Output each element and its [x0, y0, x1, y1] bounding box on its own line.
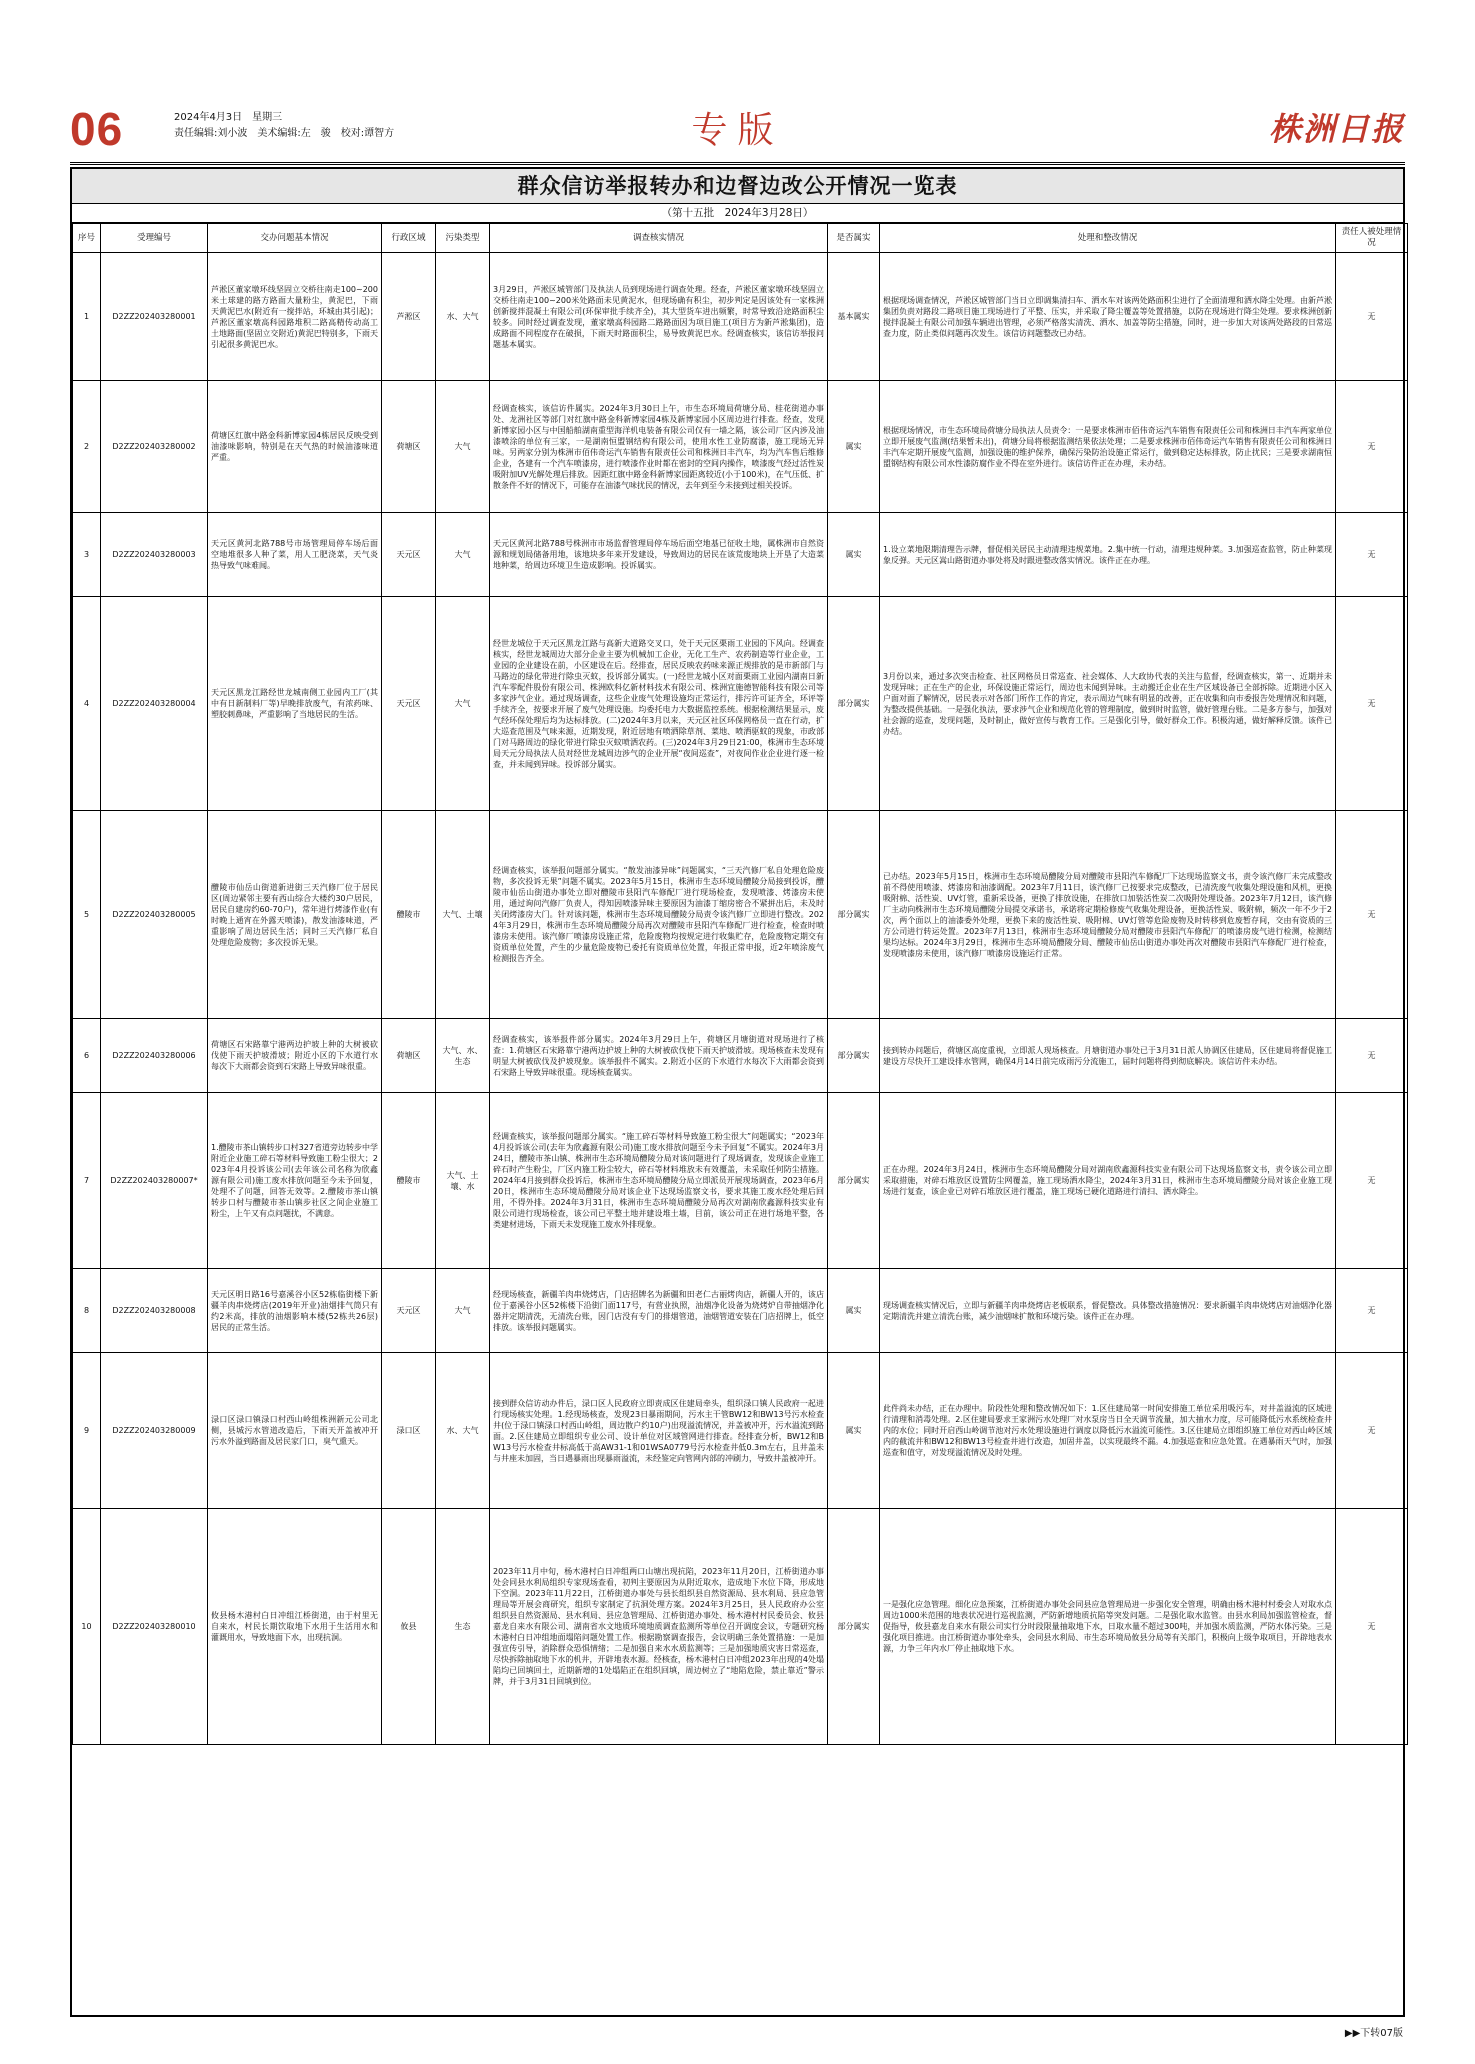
cell-id: D2ZZ202403280007* — [101, 1093, 208, 1269]
cell-true: 部分属实 — [828, 597, 880, 811]
cell-punish: 无 — [1336, 1093, 1408, 1269]
cell-id: D2ZZ202403280010 — [101, 1509, 208, 1745]
cell-type: 水、大气 — [436, 253, 490, 381]
cell-issue: 渌口区渌口镇渌口村西山岭组株洲新元公司北侧，县城污水管道改造后，下雨天开盖被冲开污水外溢到路面及居民家门口，臭气熏天。 — [208, 1353, 382, 1509]
cell-type: 大气 — [436, 381, 490, 513]
cell-issue: 攸县杨木港村白日冲组江桥街道，由于村里无自来水，村民长期饮取地下水用于生活用水和灌溉用水，导致地面下水，出现抗洞。 — [208, 1509, 382, 1745]
cell-no: 1 — [73, 253, 101, 381]
cell-investigation: 天元区黄河北路788号株洲市市场监督管理局停车场后面空地基已征收土地，属株洲市自然资源和规划局储备用地，该地块多年来开发建设，导致周边的居民在该荒废地块上开垦了大造菜地种菜，给周边环境卫生造成影响。投诉属实。 — [490, 513, 828, 597]
cell-region: 芦淞区 — [382, 253, 436, 381]
cell-true: 属实 — [828, 1269, 880, 1353]
continued-note: ▶▶下转07版 — [1344, 2028, 1403, 2039]
cell-region: 荷塘区 — [382, 381, 436, 513]
cell-true: 部分属实 — [828, 1509, 880, 1745]
cell-id: D2ZZ202403280004 — [101, 597, 208, 811]
cell-issue: 荷塘区红旗中路金科新博家园4栋居民反映受到油漆味影响，特别是在天气热的时候油漆味道严重。 — [208, 381, 382, 513]
cell-no: 8 — [73, 1269, 101, 1353]
table-row — [73, 597, 1408, 811]
column-header: 序号 — [73, 224, 101, 253]
cell-handling: 3月份以来，通过多次突击检查、社区网格员日常巡查、社会媒体、人大政协代表的关注与监督，经调查核实，第一、近期并未发现异味；正在生产的企业，环保设施正常运行，周边也未闻到异味。主动搬迁企业在生产区域设备已全部拆除。近期进小区入户面对面了解情况，居民表示对各部门所作工作的肯定，表示周边气味有明显的改善，正在收集和向市委报告处理情况和问题，为整改提供基础。一是强化执法，要求涉气企业和规范化管的管理制度，做到时时监管，做好管理台账。二是多方参与，加强对社会源的巡查，发现问题，及时制止，做好宣传与教育工作。三是强化引导，做好群众工作。积极沟通，做好解释反馈。该件已办结。 — [880, 597, 1336, 811]
complaint-table — [72, 223, 1408, 1745]
editor-credits: 责任编辑:刘小波 美术编辑:左 骏 校对:谭智方 — [174, 128, 395, 139]
cell-type: 生态 — [436, 1509, 490, 1745]
cell-punish: 无 — [1336, 513, 1408, 597]
cell-handling: 正在办理。2024年3月24日，株洲市生态环境局醴陵分局对湖南欣鑫源科技实业有限公司下达现场监察文书，责令该公司立即采取措施，对碎石堆放区设置防尘网覆盖，施工现场洒水降尘，2024年3月31日，株洲市生态环境局醴陵分局对该企业施工现场进行复查，该企业已对碎石堆放区进行覆盖，施工现场已硬化道路进行清扫、洒水降尘。 — [880, 1093, 1336, 1269]
cell-type: 水、大气 — [436, 1353, 490, 1509]
cell-issue: 荷塘区石宋路靠宁港两边护坡上种的大树被砍伐使下雨天护坡滑坡；附近小区的下水道行水每次下大雨都会资到石宋路上导致异味很重。 — [208, 1019, 382, 1093]
cell-issue: 醴陵市仙岳山街道新进街三天汽修厂位于居民区(周边紧邻主要有西山综合大楼约30户居民，居民自建房约60-70户)，常年进行烤漆作业(有时晚上通宵在外露天喷漆)，散发油漆味道，严重影响了周边居民生活；同时三天汽修厂私自处理危险废物；多次投诉无果。 — [208, 811, 382, 1019]
cell-investigation: 经世龙城位于天元区黑龙江路与高新大道路交叉口，处于天元区栗雨工业园的下风向。经调查核实，经世龙城周边大部分企业主要为机械加工企业，无化工生产、农药制造等行业企业，工业园的企业建设在前，小区建设在后。经排查，居民反映农药味来源正规排放的是市新部门与马路边的绿化带进行除虫灭蚊，投诉部分属实。(一)经世龙城小区对面栗雨工业园内湖南日新汽车零配件股份有限公司、株洲欧科亿新材料技术有限公司、株洲宜施德智能科技有限公司等多家涉气企业。通过现场调查，这些企业废气处理设施均正常运行，排污许可证齐全，环评等手续齐全，按要求开展了废气处理设施。均委托电力大数据监控系统。根据检测结果显示，废气经环保处理后均为达标排放。(二)2024年3月以来，天元区社区环保网格员一直在行动，扩大巡查范围及气味来源，近期发现，附近居地有喷洒除草剂、菜地、喷洒驱蚊的现象，市政部门对马路周边的绿化带进行除虫灭蚊喷洒农药。(三)2024年3月29日21:00，株洲市生态环境局天元分局执法人员对经世龙城周边涉气的企业开展“夜间巡查”，对夜间作业企业进行逐一检查，并未闻到异味。投诉部分属实。 — [490, 597, 828, 811]
table-row — [73, 1509, 1408, 1745]
column-header: 责任人被处理情况 — [1336, 224, 1408, 253]
cell-region: 荷塘区 — [382, 1019, 436, 1093]
cell-investigation: 2023年11月中旬，杨木港村白日冲组两口山塘出现抗陷，2023年11月20日，江桥街道办事处会同县水利局组织专家现场查看，初判主要原因为从附近取水，造成地下水位下降，形成地下空洞。2023年11月22日，江桥街道办事处与县长组织县自然资源局、县水利局、县应急管理局等开展会商研究，组织专家制定了抗洞处理方案。2024年3月25日，县人民政府办公室组织县自然资源局、县水利局、县应急管理局、江桥街道办事处、杨木港村村民委员会、攸县嘉龙自来水有限公司、湖南省水文地质环境地质调查监测所等单位召开调度会议，专题研究杨木港村白日冲组地面塌陷问题处置工作。根据勘察调查报告，会议明确三条处置措施：一是加强宣传引导，消除群众恐惧情绪；二是加强自来水水质监测等；三是加强地质灾害日常巡查，尽快拆除抽取地下水的机井，开辟地表水源。经核查，杨木港村白日冲组2023年出现的4处塌陷均已回填回土，近期新增的1处塌陷正在组织回填，周边树立了“地陷危险，禁止靠近”警示牌，并于3月31日回填到位。 — [490, 1509, 828, 1745]
table-row — [73, 1353, 1408, 1509]
cell-region: 醴陵市 — [382, 1093, 436, 1269]
table-row — [73, 811, 1408, 1019]
column-header: 调查核实情况 — [490, 224, 828, 253]
cell-investigation: 经调查核实，该信访件属实。2024年3月30日上午，市生态环境局荷塘分局、桂花街道办事处、龙洲社区等部门对红旗中路金科新博家园4栋及新博家园小区周边进行排查。经查，发现新博家园小区与中国船舶湖南重型海洋机电装备有限公司仅有一墙之隔，该公司厂区内涉及油漆喷涂的单位有三家，一是湖南恒盟钢结构有限公司，使用水性工业防腐漆，施工现场无异味。另两家分别为株洲市佰伟奇运汽车销售有限责任公司和株洲日丰汽车，均为汽车售后维修企业，各建有一个汽车喷漆房，进行喷漆作业时都在密封的空间内操作，喷漆废气经过活性炭吸附加UV光解处理后排放。因距红旗中路金科新博家园距离较近(小于100米)，在气压低、扩散条件不好的情况下，可能存在油漆气味扰民的情况，去年到至今未接到过相关投诉。 — [490, 381, 828, 513]
cell-type: 大气 — [436, 513, 490, 597]
cell-true: 部分属实 — [828, 811, 880, 1019]
cell-investigation: 经调查核实，该举报问题部分属实。“散发油漆异味”问题属实，“三天汽修厂私自处理危险废物，多次投诉无果”问题不属实。2023年5月15日，株洲市生态环境局醴陵分局接到投诉，醴陵市仙岳山街道办事处立即对醴陵市县阳汽车修配厂进行现场检查，发现喷漆、烤漆房未使用，通过询问汽修厂负责人，得知因喷漆异味主要原因为油漆丁缩房密合不紧拼出后，未及时关闭烤漆房大门。针对该问题，株洲市生态环境局醴陵分局责令该汽修厂立即进行整改。2024年3月29日，株洲市生态环境局醴陵分局再次对醴陵市县阳汽车修配厂进行检查，检查时喷漆房未使用。该汽修厂喷漆房设施正常，危险废物均按规定进行收集贮存，危险废物定期交有资质单位处置，产生的少量危险废物已委托有资质单位处置，年报正常申报，近2年喷涂废气检测报告齐全。 — [490, 811, 828, 1019]
table-row — [73, 1269, 1408, 1353]
table-row — [73, 1093, 1408, 1269]
cell-id: D2ZZ202403280001 — [101, 253, 208, 381]
cell-punish: 无 — [1336, 811, 1408, 1019]
column-header: 是否属实 — [828, 224, 880, 253]
cell-punish: 无 — [1336, 1353, 1408, 1509]
cell-punish: 无 — [1336, 1269, 1408, 1353]
cell-handling: 现场调查核实情况后，立即与新疆羊肉串烧烤店老板联系，督促整改。具体整改措施情况：要求新疆羊肉串烧烤店对油烟净化器定期清洗并建立清洗台账，减少油烟味扩散和环境污染。该件正在办理。 — [880, 1269, 1336, 1353]
cell-type: 大气、土壤、水 — [436, 1093, 490, 1269]
cell-id: D2ZZ202403280009 — [101, 1353, 208, 1509]
cell-region: 攸县 — [382, 1509, 436, 1745]
section-title: 专版 — [691, 110, 784, 151]
cell-no: 7 — [73, 1093, 101, 1269]
cell-handling: 根据现场情况，市生态环境局荷塘分局执法人员责令：一是要求株洲市佰伟奇运汽车销售有限责任公司和株洲日丰汽车两家单位立即开展废气监测(结果暂未出)，荷塘分局将根据监测结果依法处理；二是要求株洲市佰伟奇运汽车销售有限责任公司和株洲日丰汽车定期开展废气监测，加强设施的维护保养，确保污染防治设施正常运行，做到稳定达标排放，防止扰民；三是要求湖南恒盟钢结构有限公司水性漆防腐作业不得在室外进行。该信访件正在办理，未办结。 — [880, 381, 1336, 513]
cell-investigation: 经现场核查，新疆羊肉串烧烤店，门店招牌名为新疆和田老仁古丽烤肉店，新疆人开的，该店位于嘉溪谷小区52栋楼下沿街门面117号，有营业执照，油烟净化设备为烧烤炉自带抽烟净化器并定期清洗，无清洗台账，因门店没有专门的排烟管道，油烟管道安装在门店招牌上，低空排放。该举报问题属实。 — [490, 1269, 828, 1353]
cell-punish: 无 — [1336, 253, 1408, 381]
cell-punish: 无 — [1336, 1019, 1408, 1093]
cell-region: 天元区 — [382, 513, 436, 597]
cell-no: 10 — [73, 1509, 101, 1745]
cell-type: 大气 — [436, 1269, 490, 1353]
table-row — [73, 253, 1408, 381]
document-subtitle: （第十五批 2024年3月28日） — [72, 204, 1403, 223]
cell-no: 2 — [73, 381, 101, 513]
cell-investigation: 经调查核实，该举报问题部分属实。“施工碎石等材料导致施工粉尘很大”问题属实；“2023年4月投诉该公司(去年为欣鑫源有限公司)施工废水排放问题至今未予回复”不属实。2024年3月24日，醴陵市茶山镇、株洲市生态环境局醴陵分局对该问题进行了现场调查，发现该企业施工碎石时产生粉尘，厂区内施工粉尘较大，碎石等材料堆放未有效覆盖，未采取任何防尘措施。2024年4月接到群众投诉后，株洲市生态环境局醴陵分局立即派员开展现场调查，2023年6月20日，株洲市生态环境局醴陵分局对该企业下达现场监察文书，要求其施工废水经处理后回用，不得外排。2024年3月31日，株洲市生态环境局醴陵分局再次对湖南欣鑫源科技实业有限公司进行现场检查，该公司已平整土地并建设堆土墙，目前，该公司正在进行场地平整，各类建材进场，下雨天未发现施工废水外排现象。 — [490, 1093, 828, 1269]
cell-id: D2ZZ202403280008 — [101, 1269, 208, 1353]
newspaper-logo: 株洲日报 — [1268, 110, 1405, 148]
cell-type: 大气 — [436, 597, 490, 811]
cell-id: D2ZZ202403280003 — [101, 513, 208, 597]
cell-region: 醴陵市 — [382, 811, 436, 1019]
cell-region: 渌口区 — [382, 1353, 436, 1509]
cell-issue: 芦淞区董家墩环线坚固立交桥往南走100~200米土球建的路方路面大量粉尘，黄泥巴，下雨天黄泥巴水(附近有一搅拌站，环城由其引起)；芦淞区董家墩高科园路堆积二路高精传动高工土地路面(坚固立交附近)黄泥巴特别多，下雨天引起很多黄泥巴水。 — [208, 253, 382, 381]
cell-true: 属实 — [828, 1353, 880, 1509]
cell-true: 部分属实 — [828, 1019, 880, 1093]
column-header: 污染类型 — [436, 224, 490, 253]
cell-punish: 无 — [1336, 1509, 1408, 1745]
cell-issue: 天元区黑龙江路经世龙城南侧工业园内工厂(其中有日新制料厂等)早晚排放废气，有浓药味、塑胶刺鼻味，严重影响了当地居民的生活。 — [208, 597, 382, 811]
cell-no: 9 — [73, 1353, 101, 1509]
cell-no: 5 — [73, 811, 101, 1019]
cell-handling: 1.设立菜地限期清理告示牌，督促相关居民主动清理违规菜地。2.集中统一行动，清理违规种菜。3.加强巡查监管，防止种菜现象反弹。天元区嵩山路街道办事处将及时跟进整改落实情况。该件正在办理。 — [880, 513, 1336, 597]
table-row — [73, 381, 1408, 513]
cell-id: D2ZZ202403280002 — [101, 381, 208, 513]
cell-handling: 接到转办问题后，荷塘区高度重视，立即派人现场核查。月塘街道办事处已于3月31日派人协调区住建局，区住建局将督促施工建设方尽快开工建设排水管网，确保4月14日前完成雨污分流施工，届时问题将得到彻底解决。该信访件未办结。 — [880, 1019, 1336, 1093]
cell-investigation: 经调查核实，该举报件部分属实。2024年3月29日上午，荷塘区月塘街道对现场进行了核查：1.荷塘区石宋路靠宁港两边护坡上种的大树被砍伐使下雨天护坡滑坡。现场核查未发现有明显大树被砍伐及护坡现象。该举报件不属实。2.附近小区的下水道行水每次下大雨都会资到石宋路上导致异味很重。现场核查属实。 — [490, 1019, 828, 1093]
cell-handling: 根据现场调查情况，芦淞区城管部门当日立即调集清扫车、洒水车对该两处路面积尘进行了全面清理和洒水降尘处理。由新芦淞集团负责对路段二路项目施工现场进行了平整、压实，并采取了降尘覆盖等处置措施，以防在现场进行降尘处理。要求株洲创新搅拌混凝土有限公司加强车辆进出管理，必须严格落实清洗、洒水、加盖等防尘措施，同时，进一步加大对该两处路段的日常巡查力度，防止类似问题再次发生。该信访问题整改已办结。 — [880, 253, 1336, 381]
cell-no: 6 — [73, 1019, 101, 1093]
cell-issue: 天元区明日路16号嘉溪谷小区52栋临街楼下新疆羊肉串烧烤店(2019年开业)油烟排气筒只有约2米高，排放的油烟影响本楼(52栋共26层)居民的正常生活。 — [208, 1269, 382, 1353]
cell-no: 4 — [73, 597, 101, 811]
cell-investigation: 接到群众信访动办件后，渌口区人民政府立即责成区住建局牵头，组织渌口镇人民政府一起进行现场核实处理。1.经现场核查，发现23日暴雨期间，污水主干管BW12和BW13号污水检查井(位于渌口镇渌口村西山岭组，周边散户约10户)出现溢流情况，并盖被冲开，污水溢流到路面。2.区住建局立即组织专业公司、设计单位对区域管网进行排查。经排查分析，BW12和BW13号污水检查井标高低于高AW31-1和01WSA0779号污水检查井低0.3m左右，且井盖未与井座未加固，当日遇暴雨出现暴雨溢流，未经鉴定向管网内部的冲刷力，导致井盖被冲开。 — [490, 1353, 828, 1509]
cell-handling: 已办结。2023年5月15日，株洲市生态环境局醴陵分局对醴陵市县阳汽车修配厂下达现场监察文书，责令该汽修厂未完成整改前不得使用喷漆、烤漆房和油漆调配。2023年7月11日，该汽修厂已按要求完成整改，已清洗废气收集处理设施和风机，更换吸附棉、活性炭、UV灯管，重新采设备，更换了排放设施，在排放口加装活性炭二次吸附处理设备。2023年7月12日，该汽修厂主动向株洲市生态环境局醴陵分局提交承诺书，承诺将定期检修废气收集处理设备，更换活性炭、吸附棉，频次一年不少于2次，两个面以上的油漆委外处理，更换下来的废活性炭、吸附棉、UV灯管等危险废物及时转移到危废暂存间，交由有资质的三方公司进行转运处置。2023年7月13日，株洲市生态环境局醴陵分局对醴陵市县阳汽车修配厂的喷漆房废气进行检测，检测结果均达标。2024年3月29日，株洲市生态环境局醴陵分局、醴陵市仙岳山街道办事处再次对醴陵市县阳汽车修配厂进行检查，发现喷漆房未使用，该汽修厂喷漆房设施运行正常。 — [880, 811, 1336, 1019]
table-row — [73, 513, 1408, 597]
document-frame — [70, 167, 1405, 2017]
page-number: 06 — [70, 103, 124, 155]
cell-punish: 无 — [1336, 597, 1408, 811]
cell-handling: 一是强化应急管理。细化应急预案，江桥街道办事处会同县应急管理局进一步强化安全管理，明确由杨木港村村委会人对取水点周边1000米范围的地表状况进行巡视监测，严防新增地质抗陷等突发问题。二是强化取水监管。由县水利局加强监管检查，督促指导，攸县嘉龙自来水有限公司实行分时段限量抽取地下水，日取水量不超过300吨，并加强水质监测，严防水体污染。三是强化项目推进。由江桥街道办事处牵头，会同县水利局、市生态环境局攸县分局等有关部门，积极向上级争取项目，开辟地表水源，力争三年内水厂停止抽取地下水。 — [880, 1509, 1336, 1745]
cell-true: 属实 — [828, 513, 880, 597]
cell-region: 天元区 — [382, 1269, 436, 1353]
cell-handling: 此件尚未办结，正在办理中。阶段性处理和整改情况如下：1.区住建局第一时间安排施工单位采用吸污车，对井盖溢流的区域进行清理和消毒处理。2.区住建局要求王家洲污水处理厂对水泵房当日全天调节流量，加大抽水力度，尽可能降低污水系统检查井内的水位；同时开启西山岭调节池对污水处理设施进行调度以降低污水溢流可能性。3.区住建局立即组织施工单位对西山岭区域内的截流井和BW12和BW13号检查井进行改造，加固井盖，以实现最终不漏。4.加强巡查和应急处置。在遇暴雨天气时，加强巡查和值守，对发现溢流情况及时处理。 — [880, 1353, 1336, 1509]
cell-true: 属实 — [828, 381, 880, 513]
document-title: 群众信访举报转办和边督边改公开情况一览表 — [72, 169, 1403, 204]
column-header: 受理编号 — [101, 224, 208, 253]
cell-type: 大气、水、生态 — [436, 1019, 490, 1093]
cell-type: 大气、土壤 — [436, 811, 490, 1019]
column-header: 交办问题基本情况 — [208, 224, 382, 253]
cell-investigation: 3月29日，芦淞区城管部门及执法人员到现场进行调查处理。经查，芦淞区董家墩环线坚固立交桥往南走100~200米处路面未见黄泥水，但现场确有积尘，初步判定是因该处有一家株洲创新搅拌混凝土有限公司(环保审批手续齐全)，其大型货车进出频繁，时常导致沿途路面积尘较多。同时经过调查发现，董家墩高科园路二路路面因为项目施工(项目方为新芦淞集团)，造成路面不同程度存在破损，下雨天时路面积尘，易导致黄泥巴水。经调查核实，该信访举报问题基本属实。 — [490, 253, 828, 381]
table-header-row — [73, 224, 1408, 253]
cell-true: 基本属实 — [828, 253, 880, 381]
cell-region: 天元区 — [382, 597, 436, 811]
table-row — [73, 1019, 1408, 1093]
column-header: 处理和整改情况 — [880, 224, 1336, 253]
cell-id: D2ZZ202403280006 — [101, 1019, 208, 1093]
cell-true: 部分属实 — [828, 1093, 880, 1269]
issue-date: 2024年4月3日 星期三 — [174, 112, 283, 123]
cell-punish: 无 — [1336, 381, 1408, 513]
cell-id: D2ZZ202403280005 — [101, 811, 208, 1019]
cell-issue: 天元区黄河北路788号市场管理局停车场后面空地堆很多人种了菜，用人工肥浇菜，天气炎热导致气味难闻。 — [208, 513, 382, 597]
masthead — [70, 96, 1405, 165]
cell-issue: 1.醴陵市茶山镇转步口村327省道旁边转步中学附近企业施工碎石等材料导致施工粉尘很大；2023年4月投诉该公司(去年该公司名称为欣鑫源有限公司)施工废水排放问题至今未予回复，处理不了问题，回答无效等。2.醴陵市茶山镇转步口村与醴陵市茶山镇步社区之间企业施工粉尘，上午又有点问题扰，不满意。 — [208, 1093, 382, 1269]
cell-no: 3 — [73, 513, 101, 597]
column-header: 行政区域 — [382, 224, 436, 253]
